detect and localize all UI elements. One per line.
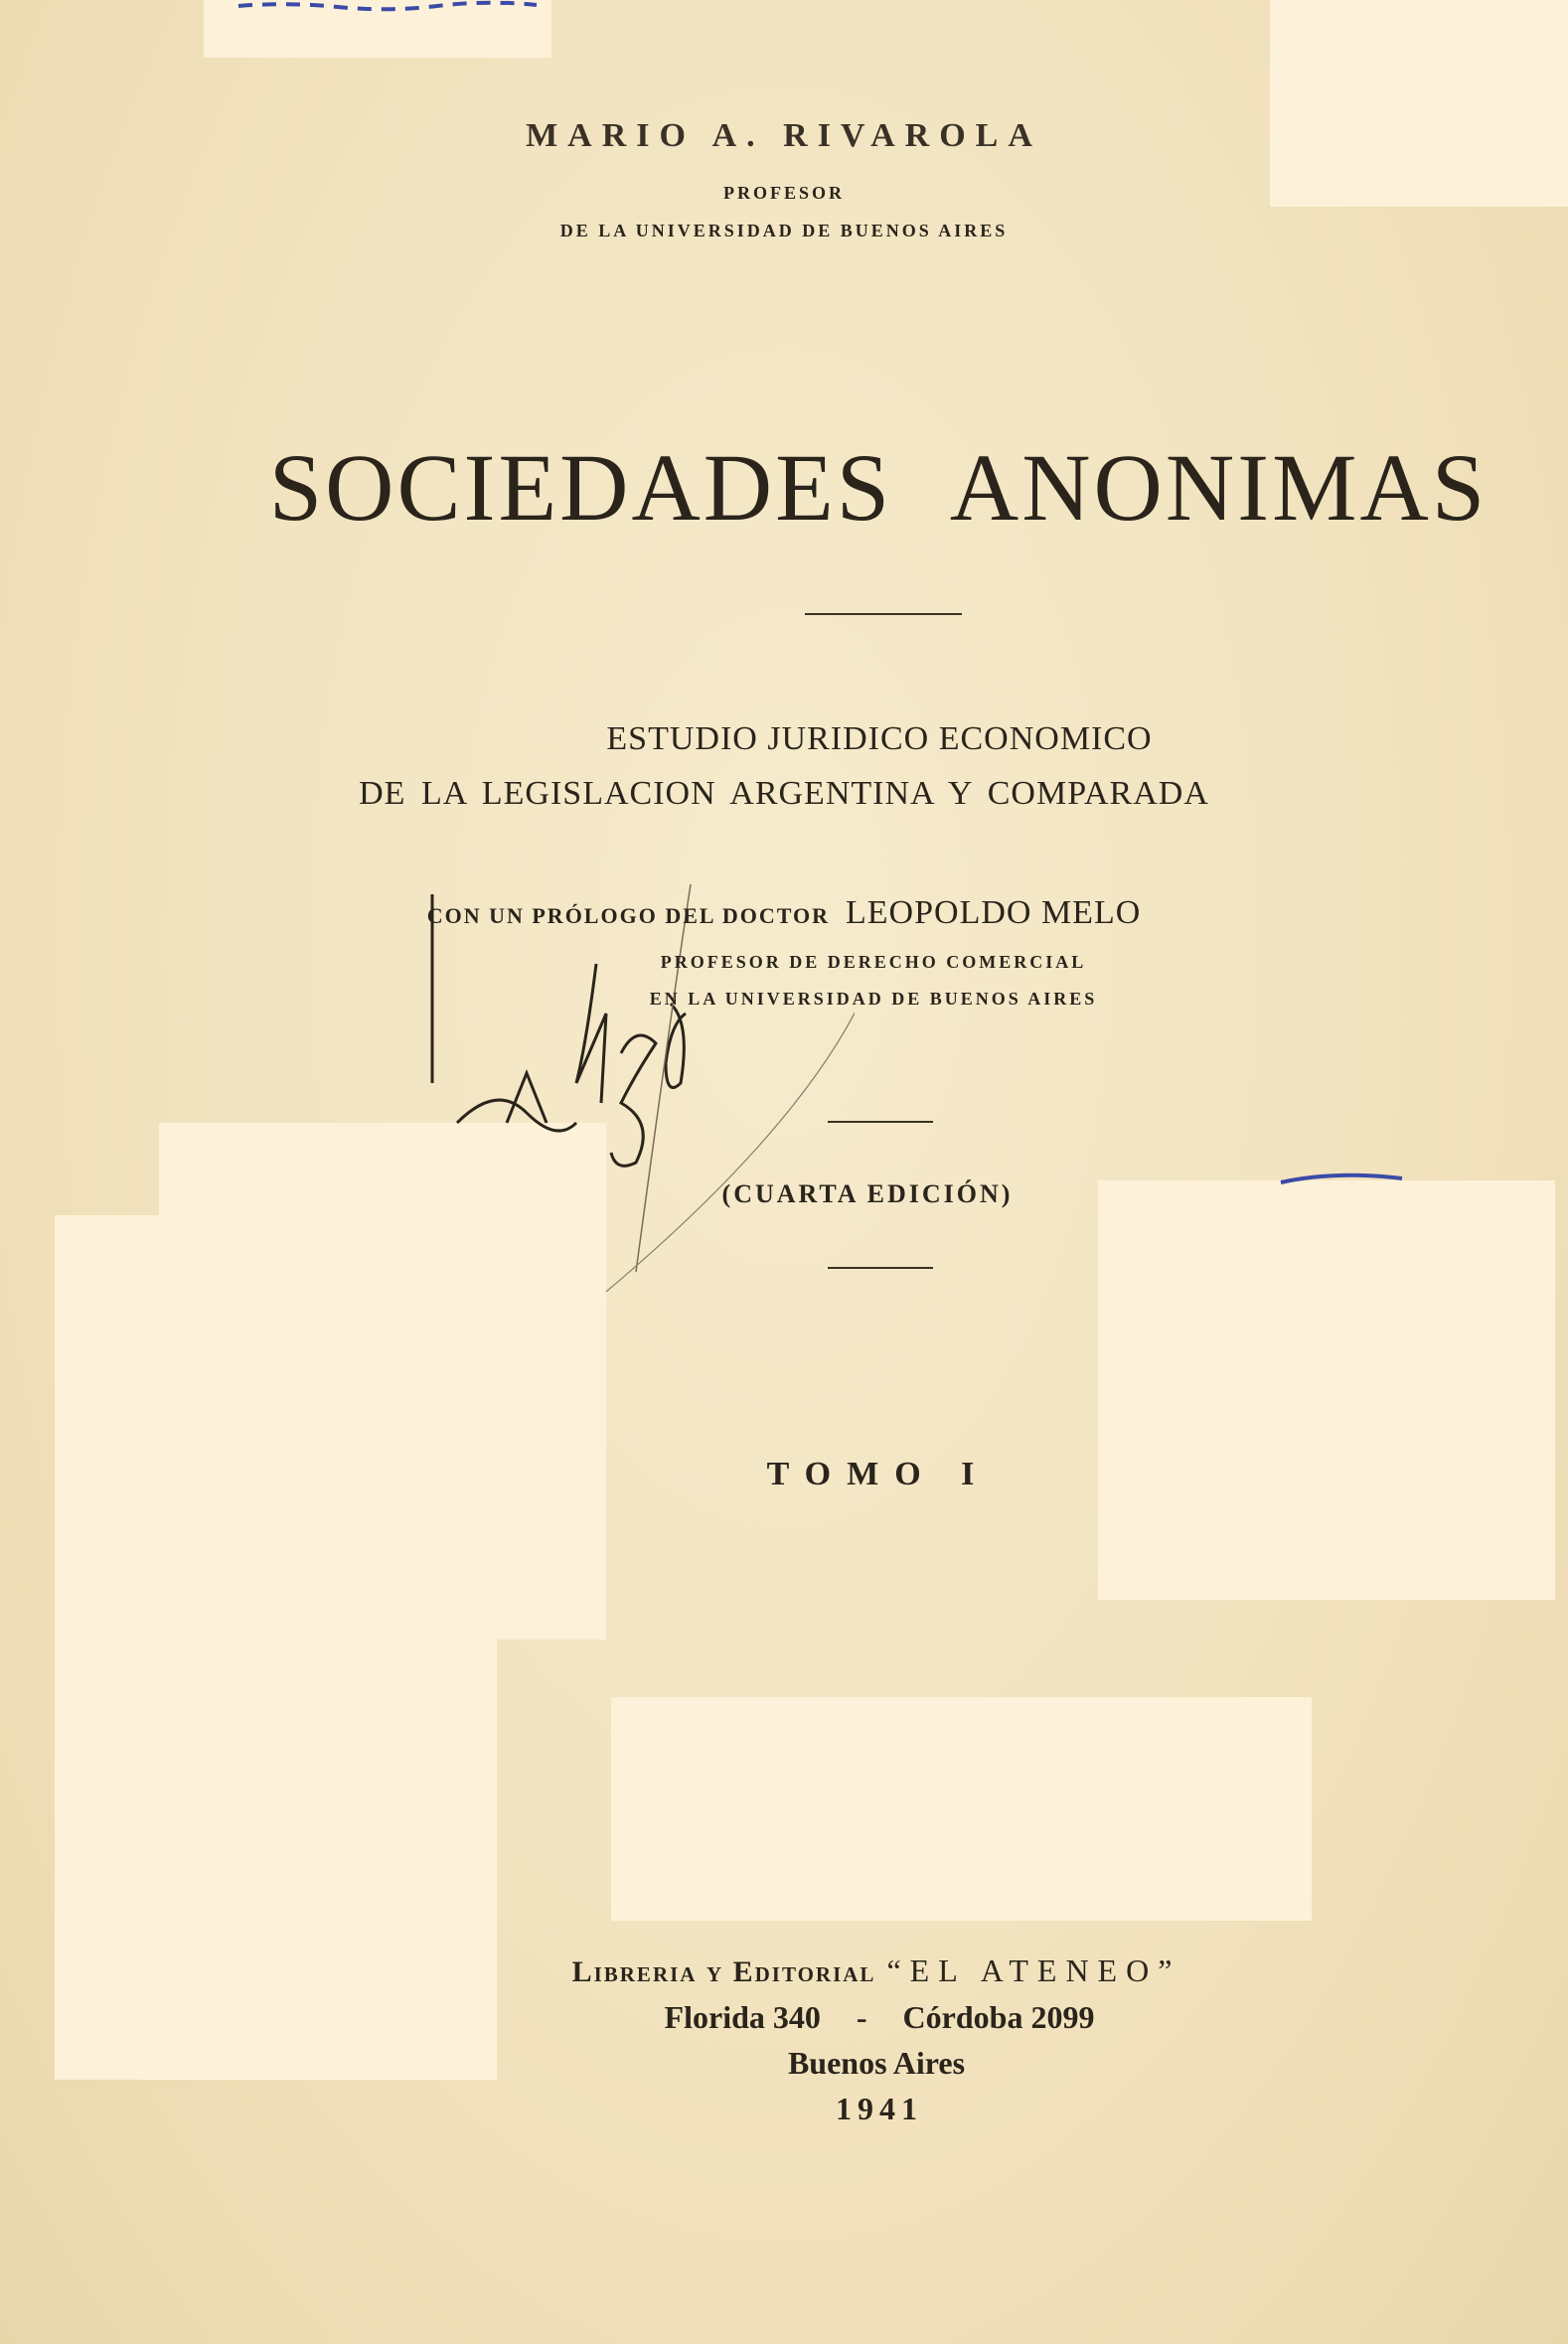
redaction-patch-bottom-center <box>611 1697 1312 1921</box>
publisher-name-line <box>92 1953 1568 1989</box>
publisher-name-prefix: Libreria y Editorial <box>571 1955 876 1988</box>
volume: TOMO I <box>766 1456 991 1492</box>
prologue-affiliation-line2: EN LA UNIVERSIDAD DE BUENOS AIRES <box>649 989 1098 1009</box>
book-title: SOCIEDADES ANONIMAS <box>268 434 1489 541</box>
edition: (CUARTA EDICIÓN) <box>721 1179 1014 1208</box>
redaction-patch-top-right <box>1270 0 1568 207</box>
author-title-line1: PROFESOR <box>722 183 845 203</box>
title-rule <box>805 613 962 615</box>
subtitle-line1: ESTUDIO JURIDICO ECONOMICO <box>606 720 1153 757</box>
prologue-affiliation-line1: PROFESOR DE DERECHO COMERCIAL <box>660 952 1087 972</box>
publisher-address-separator: - <box>856 1999 867 2035</box>
handwritten-mark <box>338 874 855 1292</box>
publisher-city: Buenos Aires <box>787 2045 966 2081</box>
prologue-doctor-name: LEOPOLDO MELO <box>846 894 1142 931</box>
redaction-patch-mid-left-lower <box>55 1215 497 2080</box>
subtitle-line2: DE LA LEGISLACION ARGENTINA Y COMPARADA <box>359 775 1209 812</box>
redaction-patch-mid-right <box>1098 1180 1555 1600</box>
publisher-address-left: Florida 340 <box>664 1999 821 2035</box>
publication-year: 1941 <box>836 2091 923 2126</box>
prologue-intro: CON UN PRÓLOGO DEL DOCTOR <box>426 903 831 928</box>
publisher-address-right: Córdoba 2099 <box>902 1999 1095 2035</box>
author-title-line2: DE LA UNIVERSIDAD DE BUENOS AIRES <box>559 221 1009 240</box>
blue-stamp-top-mark <box>229 0 547 16</box>
publisher-name-quoted: “EL ATENEO” <box>886 1953 1181 1988</box>
prologue-line <box>0 894 1568 932</box>
edition-rule-bottom <box>828 1267 933 1269</box>
author-name: MARIO A. RIVAROLA <box>526 117 1042 154</box>
publisher-address-line <box>95 1999 1568 2036</box>
edition-rule-top <box>828 1121 933 1123</box>
